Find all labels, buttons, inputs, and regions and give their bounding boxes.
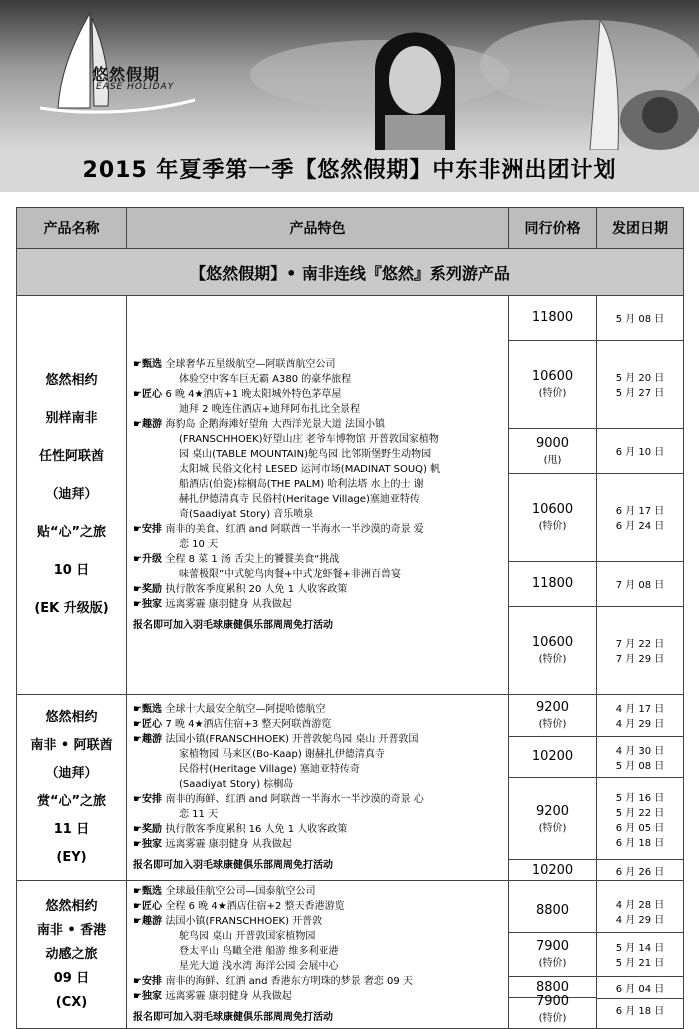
feature-line	[133, 929, 504, 944]
product-name-line: （迪拜）	[45, 765, 98, 781]
product-name-line: 任性阿联酋	[38, 449, 104, 464]
product-name-line: 别样南非	[45, 411, 98, 426]
promo-note: 报名即可加入羽毛球康健俱乐部周周免打活动	[133, 620, 333, 631]
feature-line	[133, 477, 504, 492]
price-note: (特价)	[538, 1012, 567, 1024]
feature-text: 民俗村(Heritage Village) 塞迪亚特传奇	[179, 764, 360, 775]
feature-text: 赫扎伊德清真寺 民俗村(Heritage Village)塞迪亚特传	[179, 494, 420, 505]
departure-date: 4 月 29 日	[615, 914, 665, 926]
price-column	[509, 296, 597, 695]
feature-line	[133, 899, 504, 914]
price-value: 7900	[535, 993, 570, 1009]
date-cell	[597, 977, 683, 999]
feature-line	[133, 447, 504, 462]
feature-text: 太阳城 民俗文化村 LESED 运河市场(MADINAT SOUQ) 帆	[179, 464, 441, 475]
feature-text: 全球十大最安全航空—阿提哈德航空	[165, 704, 326, 715]
promo-note: 报名即可加入羽毛球康健俱乐部周周免打活动	[133, 1012, 333, 1023]
product-name-line: 11 日	[53, 821, 90, 837]
date-cell	[597, 695, 683, 737]
departure-date: 5 月 08 日	[615, 314, 665, 326]
product-name-line: 10 日	[53, 563, 90, 578]
price-value: 7900	[535, 939, 570, 955]
price-value: 10600	[531, 502, 574, 518]
feature-text: 6 晚 4★酒店+1 晚太阳城外特色茅草屋	[165, 389, 342, 400]
price-column	[509, 695, 597, 881]
feature-text: 远离雾霾 康羽健身 从我做起	[165, 839, 292, 850]
feature-text: 味蕾极限”中式鸵鸟肉餐+中式龙虾餐+非洲百兽宴	[179, 569, 401, 580]
price-note: (特价)	[538, 388, 567, 400]
feature-line	[133, 732, 504, 747]
logo-english: EASE HOLIDAY	[96, 82, 175, 92]
feature-text: 执行散客季度累积 20 人免 1 人收客政策	[165, 584, 348, 595]
departure-date: 4 月 29 日	[615, 719, 665, 731]
feature-label: ☛匠心	[133, 719, 166, 730]
price-note: (甩)	[543, 454, 562, 466]
product-name-line: 悠然相约	[45, 709, 98, 725]
feature-text: 全球奢华五星级航空—阿联酋航空公司	[165, 359, 336, 370]
feature-label: ☛安排	[133, 794, 166, 805]
feature-text: 恋 10 天	[179, 539, 219, 550]
feature-label: ☛甄选	[133, 704, 166, 715]
feature-line	[133, 717, 504, 732]
price-column	[509, 881, 597, 1029]
departure-date: 6 月 18 日	[615, 837, 665, 849]
departure-date: 6 月 10 日	[615, 447, 665, 459]
departure-date: 4 月 17 日	[615, 704, 665, 716]
feature-label: ☛甄选	[133, 886, 166, 897]
product-name-line: 南非 • 香港	[36, 922, 107, 938]
feature-text: 园 桌山(TABLE MOUNTAIN)鸵鸟园 比邻斯堡野生动物园	[179, 449, 432, 460]
departure-date: 5 月 21 日	[615, 958, 665, 970]
price-value: 9000	[535, 435, 570, 451]
price-value: 8800	[535, 979, 570, 995]
price-cell	[509, 993, 596, 1024]
feature-label: ☛趣游	[133, 419, 166, 430]
feature-line	[133, 914, 504, 929]
date-cell	[597, 296, 683, 341]
price-cell	[509, 695, 596, 737]
price-value: 9200	[535, 803, 570, 819]
price-value: 8800	[535, 903, 570, 919]
feature-text: 南非的美食、红酒 and 阿联酋一半海水一半沙漠的奇景 爱	[165, 524, 424, 535]
date-cell	[597, 562, 683, 607]
departure-date: 6 月 04 日	[615, 983, 665, 995]
departure-date: 5 月 16 日	[615, 792, 665, 804]
portrait-image	[355, 10, 475, 150]
feature-label: ☛独家	[133, 991, 166, 1002]
product-name-line: 动感之旅	[45, 946, 98, 962]
product-features	[127, 296, 509, 695]
price-note: (特价)	[538, 521, 567, 533]
price-cell	[509, 474, 596, 562]
date-cell	[597, 429, 683, 474]
date-cell	[597, 607, 683, 694]
date-cell	[597, 737, 683, 779]
feature-text: 船酒店(伯瓷)棕榈岛(THE PALM) 哈利法塔 水上的士 谢	[179, 479, 424, 490]
departure-date: 5 月 20 日	[615, 373, 665, 385]
feature-line	[133, 462, 504, 477]
price-note: (特价)	[538, 958, 567, 970]
header-product-name: 产品名称	[17, 208, 127, 249]
feature-label: ☛匠心	[133, 389, 166, 400]
feature-text: 执行散客季度累积 16 人免 1 人收客政策	[165, 824, 348, 835]
feature-label: ☛匠心	[133, 901, 166, 912]
product-name-line: 悠然相约	[45, 373, 98, 388]
feature-label: ☛安排	[133, 976, 166, 987]
feature-text: 家植物园 马来区(Bo-Kaap) 谢赫扎伊德清真寺	[179, 749, 385, 760]
feature-label: ☛安排	[133, 524, 166, 535]
feature-line	[133, 537, 504, 552]
feature-line	[133, 492, 504, 507]
tour-schedule-table	[16, 207, 684, 1029]
product-name	[17, 296, 127, 695]
feature-line	[133, 582, 504, 597]
feature-text: 远离雾霾 康羽健身 从我做起	[165, 991, 292, 1002]
section-title-row	[17, 249, 684, 296]
price-cell	[509, 296, 596, 341]
feature-text: 迪拜 2 晚连住酒店+迪拜阿布扎比全景程	[179, 404, 361, 415]
feature-text: 全程 6 晚 4★酒店住宿+2 整天香港游览	[165, 901, 345, 912]
feature-text: 法国小镇(FRANSCHHOEK) 开普敦	[165, 916, 323, 927]
product-features	[127, 695, 509, 881]
price-value: 10600	[531, 635, 574, 651]
date-column	[597, 695, 684, 881]
departure-date: 5 月 27 日	[615, 388, 665, 400]
price-value: 11800	[531, 310, 574, 326]
price-cell	[509, 607, 596, 694]
feature-line	[133, 522, 504, 537]
feature-text: (Saadiyat Story) 棕榈岛	[179, 779, 294, 790]
price-cell	[509, 778, 596, 860]
promo-note: 报名即可加入羽毛球康健俱乐部周周免打活动	[133, 860, 333, 871]
feature-text: 鸵鸟园 桌山 开普敦国家植物园	[179, 931, 316, 942]
price-value: 11800	[531, 576, 574, 592]
feature-line	[133, 507, 504, 522]
product-name	[17, 881, 127, 1029]
table-header-row	[17, 208, 684, 249]
product-row	[17, 695, 684, 881]
tower-and-lion-image	[560, 0, 699, 150]
date-cell	[597, 933, 683, 977]
feature-line	[133, 989, 504, 1004]
price-note: (特价)	[538, 719, 567, 731]
product-name-line: 赏“心”之旅	[36, 793, 107, 809]
departure-date: 5 月 08 日	[615, 760, 665, 772]
product-row	[17, 881, 684, 1029]
product-name-line: 09 日	[53, 970, 90, 986]
feature-label: ☛奖励	[133, 824, 166, 835]
product-features	[127, 881, 509, 1029]
section-title: 【悠然假期】• 南非连线『悠然』系列游产品	[17, 249, 684, 296]
feature-line	[133, 822, 504, 837]
product-name-line: 贴“心”之旅	[36, 525, 107, 540]
departure-date: 5 月 14 日	[615, 943, 665, 955]
page-title: 2015 年夏季第一季【悠然假期】中东非洲出团计划	[0, 150, 699, 192]
feature-label: ☛奖励	[133, 584, 166, 595]
price-value: 10600	[531, 369, 574, 385]
feature-line	[133, 762, 504, 777]
feature-line	[133, 357, 504, 372]
feature-text: 全程 8 菜 1 汤 舌尖上的饕餮美食“挑战	[165, 554, 340, 565]
feature-line	[133, 884, 504, 899]
price-cell	[509, 890, 596, 934]
feature-text: 南非的海鲜、红酒 and 阿联酋一半海水一半沙漠的奇景 心	[165, 794, 424, 805]
date-column	[597, 296, 684, 695]
feature-text: 法国小镇(FRANSCHHOEK) 开普敦鸵鸟园 桌山 开普敦国	[165, 734, 419, 745]
date-cell	[597, 474, 683, 562]
feature-label: ☛甄选	[133, 359, 166, 370]
feature-text: 南非的海鲜、红酒 and 香港东方明珠的梦景 奢恋 09 天	[165, 976, 413, 987]
departure-date: 5 月 22 日	[615, 807, 665, 819]
feature-text: 远离雾霾 康羽健身 从我做起	[165, 599, 292, 610]
feature-line	[133, 417, 504, 432]
price-cell	[509, 737, 596, 779]
feature-text: 7 晚 4★酒店住宿+3 整天阿联酋游览	[165, 719, 332, 730]
feature-label: ☛升级	[133, 554, 166, 565]
feature-text: 恋 11 天	[179, 809, 219, 820]
feature-line	[133, 567, 504, 582]
date-cell	[597, 341, 683, 429]
feature-line	[133, 792, 504, 807]
price-cell	[509, 933, 596, 977]
product-row	[17, 296, 684, 695]
price-cell	[509, 429, 596, 474]
feature-text: 星光大道 浅水湾 海洋公园 会展中心	[179, 961, 339, 972]
feature-line	[133, 777, 504, 792]
feature-text: (FRANSCHHOEK)好望山庄 老爷车博物馆 开普敦国家植物	[179, 434, 439, 445]
feature-label: ☛趣游	[133, 734, 166, 745]
departure-date: 7 月 29 日	[615, 654, 665, 666]
departure-date: 6 月 24 日	[615, 521, 665, 533]
departure-date: 6 月 05 日	[615, 822, 665, 834]
product-name-line: （迪拜）	[45, 487, 98, 502]
feature-text: 奇(Saadiyat Story) 音乐喷泉	[179, 509, 314, 520]
price-cell	[509, 860, 596, 880]
departure-date: 6 月 17 日	[615, 506, 665, 518]
departure-date: 7 月 08 日	[615, 580, 665, 592]
date-cell	[597, 999, 683, 1020]
product-name-line: (EK 升级版)	[34, 601, 109, 616]
feature-line	[133, 702, 504, 717]
header-price: 同行价格	[509, 208, 597, 249]
price-value: 9200	[535, 700, 570, 716]
departure-date: 6 月 18 日	[615, 1005, 665, 1017]
departure-date: 4 月 28 日	[615, 899, 665, 911]
product-name-line: 南非 • 阿联酋	[30, 737, 113, 753]
feature-line	[133, 974, 504, 989]
departure-date: 4 月 30 日	[615, 745, 665, 757]
header-departure-date: 发团日期	[597, 208, 684, 249]
feature-text: 海豹岛 企鹅海滩好望角 大西洋光景大道 法国小镇	[165, 419, 385, 430]
price-note: (特价)	[538, 822, 567, 834]
feature-label: ☛趣游	[133, 916, 166, 927]
feature-text: 登太平山 鸟瞰全港 船游 维多利亚港	[179, 946, 339, 957]
feature-line	[133, 432, 504, 447]
date-column	[597, 881, 684, 1029]
feature-text: 全球最佳航空公司—国泰航空公司	[165, 886, 316, 897]
logo-chinese: 悠然假期	[92, 65, 161, 84]
price-cell	[509, 341, 596, 429]
date-cell	[597, 778, 683, 860]
feature-line	[133, 372, 504, 387]
feature-line	[133, 959, 504, 974]
product-name	[17, 695, 127, 881]
price-note: (特价)	[538, 654, 567, 666]
feature-text: 体验空中客车巨无霸 A380 的豪华旅程	[179, 374, 352, 385]
feature-line	[133, 807, 504, 822]
price-cell	[509, 562, 596, 607]
feature-label: ☛独家	[133, 839, 166, 850]
feature-line	[133, 837, 504, 852]
header-banner	[0, 0, 699, 150]
departure-date: 6 月 26 日	[615, 866, 665, 878]
feature-line	[133, 387, 504, 402]
feature-line	[133, 552, 504, 567]
date-cell	[597, 890, 683, 934]
feature-line	[133, 747, 504, 762]
product-name-line: 悠然相约	[45, 898, 98, 914]
feature-label: ☛独家	[133, 599, 166, 610]
departure-date: 7 月 22 日	[615, 639, 665, 651]
feature-line	[133, 597, 504, 612]
date-cell	[597, 860, 683, 880]
product-name-line: (CX)	[55, 994, 88, 1010]
feature-line	[133, 944, 504, 959]
feature-line	[133, 402, 504, 417]
header-features: 产品特色	[127, 208, 509, 249]
price-value: 10200	[531, 749, 574, 765]
price-value: 10200	[531, 862, 574, 878]
product-name-line: (EY)	[56, 849, 87, 865]
